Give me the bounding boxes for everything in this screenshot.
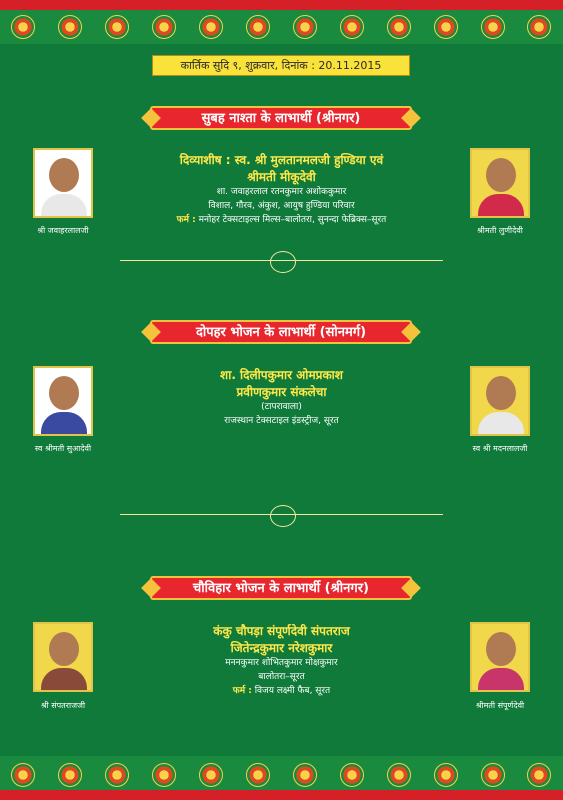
portrait-right-2 <box>470 366 530 436</box>
line-3: शा. जवाहरलाल रतनकुमार अशोककुमार <box>216 187 347 197</box>
portrait-right-3 <box>470 622 530 692</box>
flower-motif-icon <box>481 763 505 787</box>
flower-motif-icon <box>293 763 317 787</box>
line-4: राजस्थान टेक्सटाइल इंडस्ट्रीज, सूरत <box>224 416 339 426</box>
line-1: शा. दिलीपकुमार ओमप्रकाश <box>220 368 343 382</box>
line-1: कंकु चौपड़ा संपूर्णदेवी संपतराज <box>213 624 350 638</box>
portrait-face <box>486 158 516 192</box>
flower-motif-icon <box>340 15 364 39</box>
line-1-text: स्व. श्री मुलतानमलजी हुण्डिया एवं <box>234 153 384 167</box>
date-bar: कार्तिक सुदि ९, शुक्रवार, दिनांक : 20.11.2015 <box>152 55 410 76</box>
flower-motif-icon <box>434 763 458 787</box>
portrait-right-1 <box>470 148 530 218</box>
flower-motif-icon <box>11 15 35 39</box>
section-banner-breakfast: सुबह नाश्ता के लाभार्थी (श्रीनगर) <box>150 106 412 130</box>
flower-motif-icon <box>58 763 82 787</box>
ornament-icon <box>270 251 296 273</box>
line-4: विशाल, गौरव, अंकुश, आयुष हुण्डिया परिवार <box>208 201 355 211</box>
top-border <box>0 0 563 44</box>
portrait-face <box>486 632 516 666</box>
ornament-icon <box>270 505 296 527</box>
section-banner-dinner: चौविहार भोजन के लाभार्थी (श्रीनगर) <box>150 576 412 600</box>
portrait-body <box>41 194 87 218</box>
line-5 <box>120 684 443 698</box>
section-text-3 <box>120 622 443 698</box>
flower-motif-icon <box>152 15 176 39</box>
portrait-face <box>49 376 79 410</box>
line-2: प्रवीणकुमार संकलेचा <box>236 385 327 399</box>
section-text-1 <box>120 151 443 227</box>
portrait-caption-right-1: श्रीमती लुणीदेवी <box>477 226 523 235</box>
flower-motif-icon <box>105 763 129 787</box>
portrait-face <box>486 376 516 410</box>
line-5 <box>120 213 443 227</box>
flower-motif-icon <box>199 15 223 39</box>
line-1 <box>120 151 443 168</box>
portrait-caption-left-3: श्री संपतराजजी <box>40 701 86 710</box>
section-banner-lunch: दोपहर भोजन के लाभार्थी (सोनमर्ग) <box>150 320 412 344</box>
line-3: मननकुमार शोभितकुमार मोक्षकुमार <box>225 658 338 668</box>
flower-motif-icon <box>340 763 364 787</box>
portrait-face <box>49 158 79 192</box>
portrait-left-1 <box>33 148 93 218</box>
flower-motif-icon <box>11 763 35 787</box>
flower-motif-icon <box>387 15 411 39</box>
flower-motif-icon <box>246 763 270 787</box>
portrait-left-2 <box>33 366 93 436</box>
portrait-body <box>41 412 87 436</box>
line-5-text: मनोहर टेक्सटाइल्स मिल्स–बालोतरा, सुनन्दा फेब्रिक्स–सूरत <box>198 215 387 225</box>
portrait-face <box>49 632 79 666</box>
ornamental-divider-2 <box>120 505 443 525</box>
flower-motif-icon <box>481 15 505 39</box>
portrait-body <box>41 668 87 692</box>
flower-motif-icon <box>58 15 82 39</box>
portrait-body <box>478 668 524 692</box>
flower-motif-icon <box>293 15 317 39</box>
bottom-border <box>0 756 563 800</box>
top-red-band <box>0 0 563 10</box>
portrait-caption-right-2: स्व श्री मदनलालजी <box>472 444 528 453</box>
line-2: श्रीमती मीकूदेवी <box>247 170 316 184</box>
line-2: जितेन्द्रकुमार नरेशकुमार <box>230 641 333 655</box>
line-4: बालोतरा–सूरत <box>258 672 305 682</box>
flower-motif-icon <box>434 15 458 39</box>
flower-motif-icon <box>105 15 129 39</box>
flower-motif-icon <box>527 15 551 39</box>
label-divyashish: दिव्याशीष : <box>179 153 231 167</box>
portrait-caption-right-3: श्रीमती संपूर्णदेवी <box>475 701 525 710</box>
portrait-caption-left-1: श्री जवाहरलालजी <box>37 226 89 235</box>
top-floral-pattern <box>0 12 563 42</box>
line-3: (टापरावाला) <box>261 402 302 412</box>
portrait-body <box>478 412 524 436</box>
portrait-left-3 <box>33 622 93 692</box>
flower-motif-icon <box>527 763 551 787</box>
flower-motif-icon <box>152 763 176 787</box>
label-firm: फर्म : <box>232 686 252 696</box>
flower-motif-icon <box>387 763 411 787</box>
label-firm: फर्म : <box>176 215 196 225</box>
line-5-text: विजय लक्ष्मी फैब, सूरत <box>254 686 331 696</box>
portrait-body <box>478 194 524 218</box>
ornamental-divider-1 <box>120 251 443 271</box>
bottom-floral-pattern <box>0 760 563 790</box>
portrait-caption-left-2: स्व श्रीमती सुआदेवी <box>34 444 92 453</box>
section-text-2 <box>120 366 443 428</box>
flower-motif-icon <box>199 763 223 787</box>
bottom-red-band <box>0 790 563 800</box>
flower-motif-icon <box>246 15 270 39</box>
